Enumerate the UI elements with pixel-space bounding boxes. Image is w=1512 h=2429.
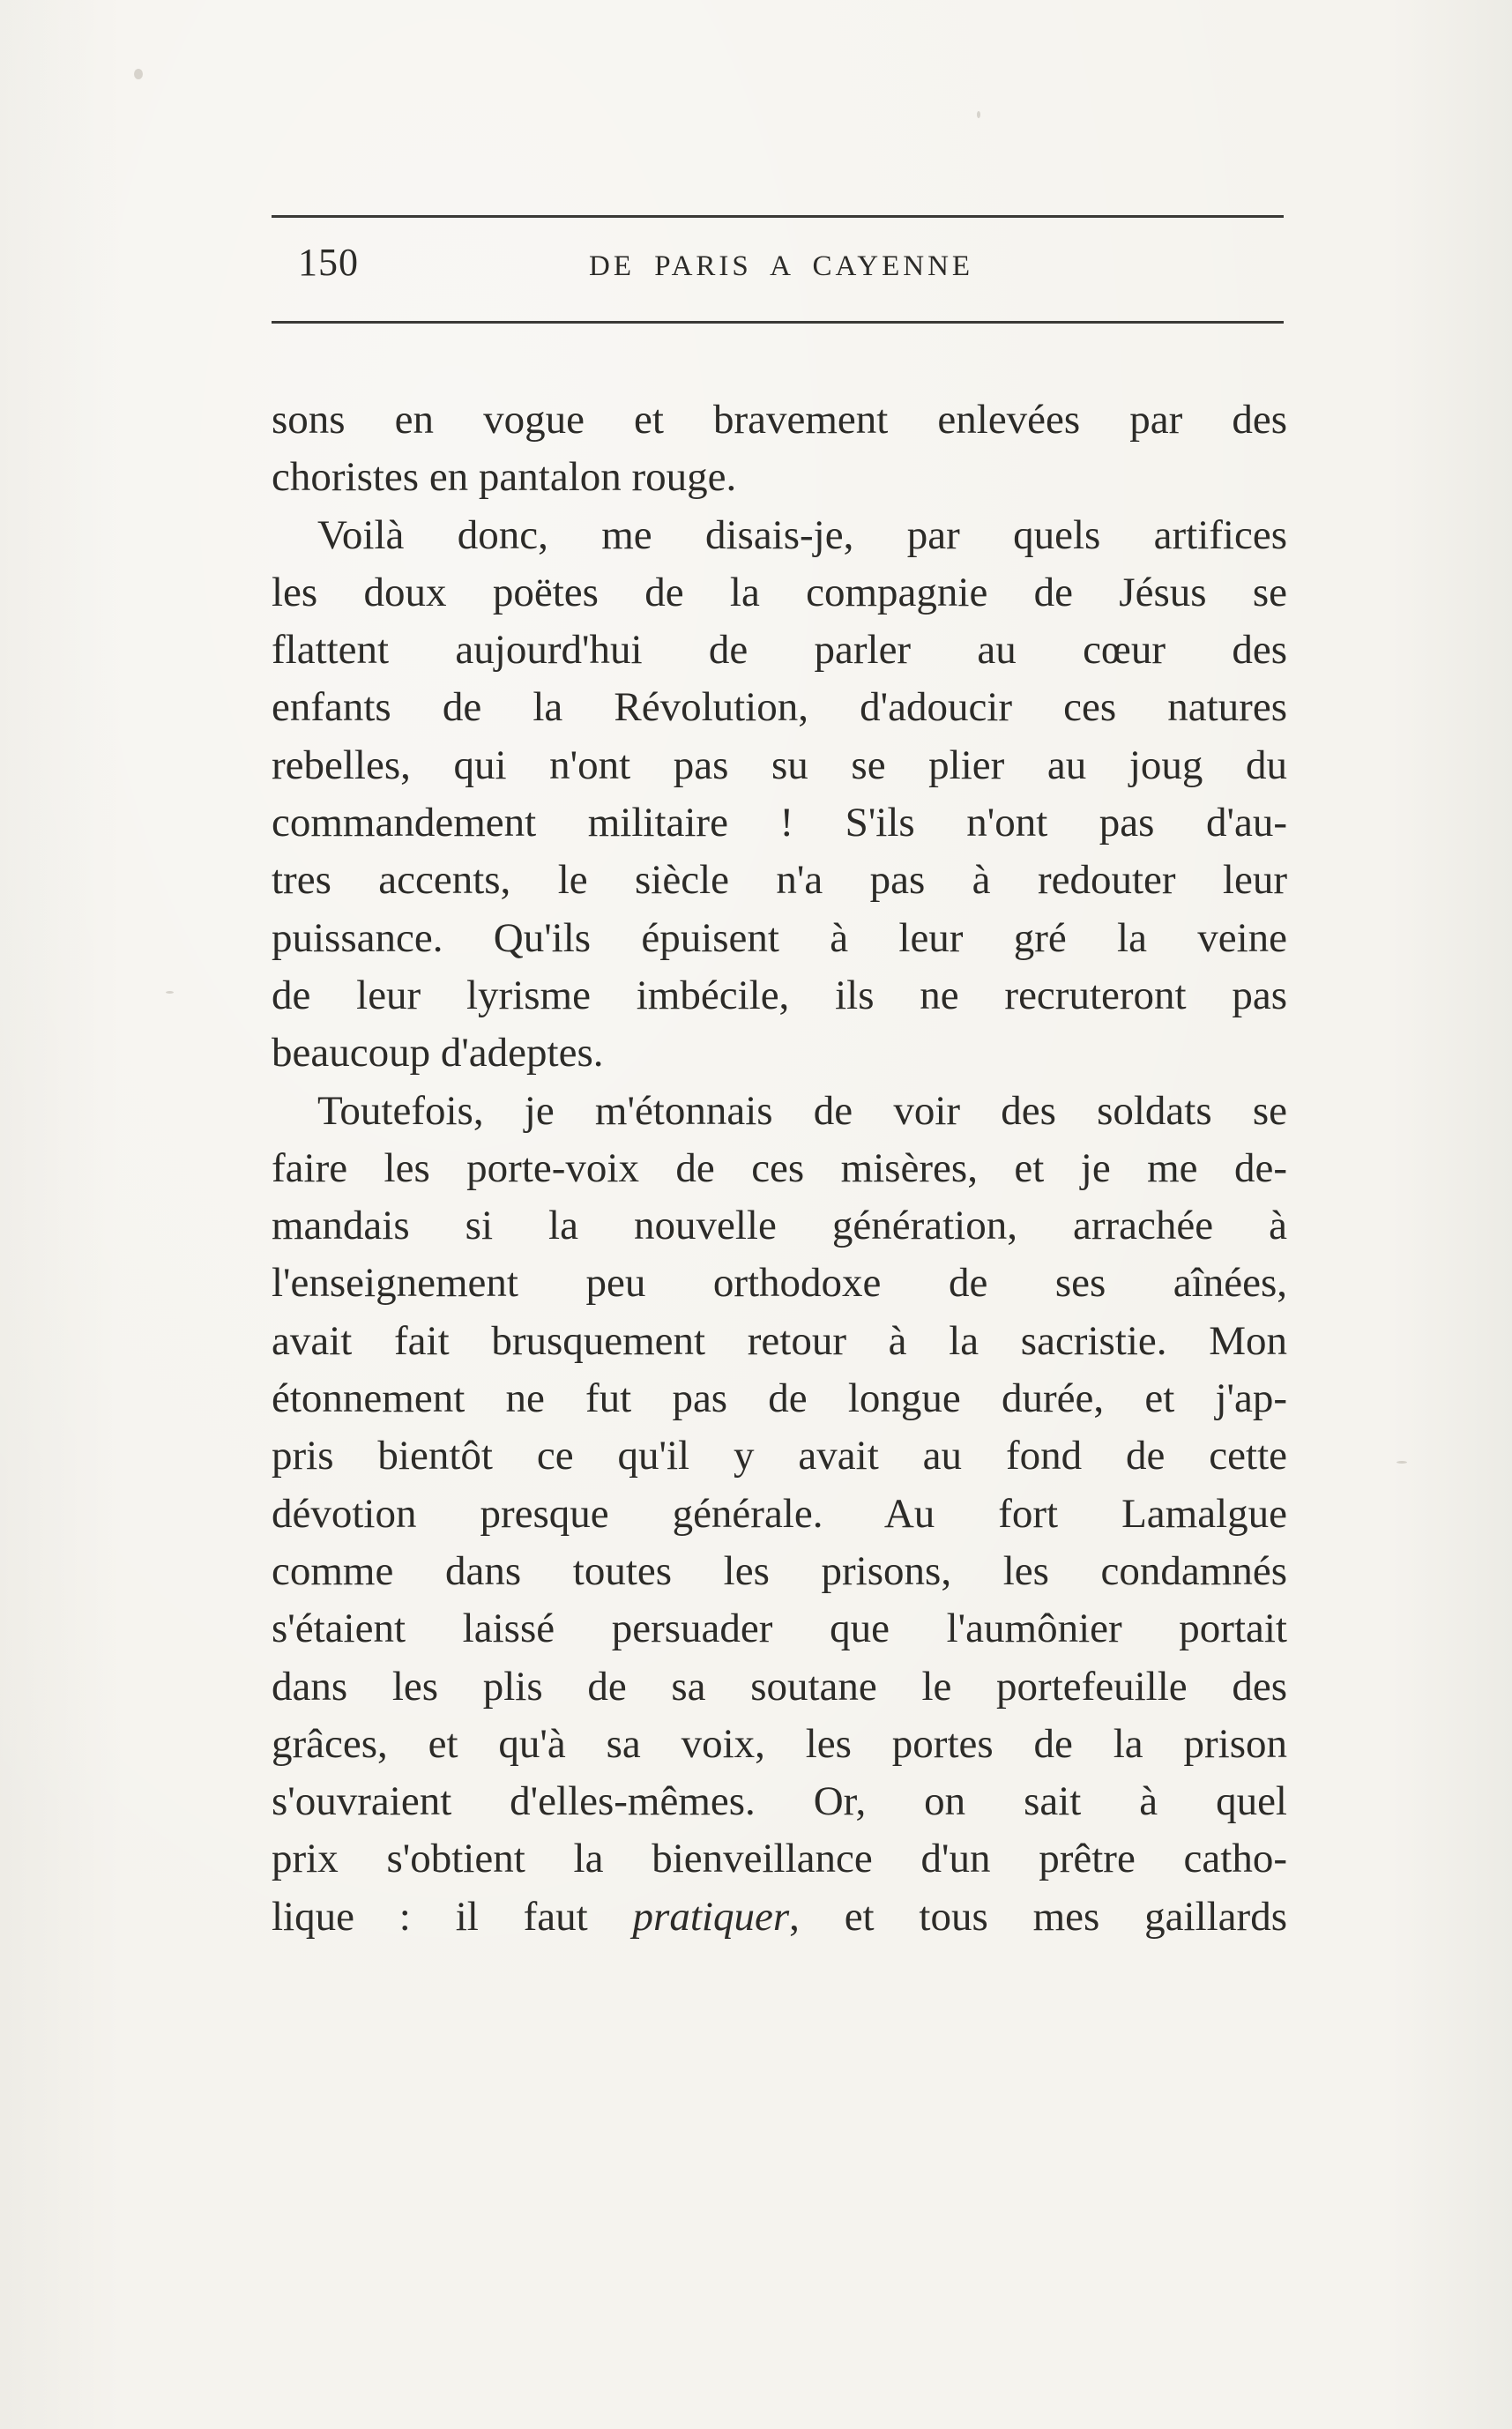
- final-line-start: lique : il faut: [272, 1893, 633, 1940]
- page-number: 150: [298, 241, 359, 284]
- header-top-rule: [272, 215, 1284, 218]
- text-line: étonnement ne fut pas de longue durée, et j'ap-: [272, 1375, 1287, 1422]
- header-bottom-rule: [272, 321, 1284, 324]
- italic-word: pratiquer: [632, 1893, 790, 1940]
- paper-speck: [166, 991, 174, 994]
- text-line: Toutefois, je m'étonnais de voir des soldats se: [317, 1087, 1287, 1134]
- text-line: faire les porte-voix de ces misères, et je me de-: [272, 1144, 1287, 1191]
- text-line: sons en vogue et bravement enlevées par des: [272, 397, 1287, 443]
- text-line: rebelles, qui n'ont pas su se plier au joug du: [272, 741, 1287, 788]
- text-line: puissance. Qu'ils épuisent à leur gré la veine: [272, 914, 1287, 961]
- text-line: les doux poëtes de la compagnie de Jésus se: [272, 569, 1287, 615]
- text-line: enfants de la Révolution, d'adoucir ces natures: [272, 684, 1287, 731]
- running-head: [272, 236, 1284, 303]
- text-line: mandais si la nouvelle génération, arrachée à: [272, 1203, 1287, 1249]
- text-line-final: [272, 1889, 1287, 1946]
- text-line: pris bientôt ce qu'il y avait au fond de cette: [272, 1433, 1287, 1479]
- text-line: prix s'obtient la bienveillance d'un prêtre catho-: [272, 1836, 1287, 1882]
- paper-speck: [134, 69, 143, 79]
- text-line: tres accents, le siècle n'a pas à redouter leur: [272, 857, 1287, 904]
- paper-speck: [1397, 1461, 1407, 1464]
- text-line: dans les plis de sa soutane le portefeuille des: [272, 1663, 1287, 1710]
- final-line-end: , et tous mes gaillards: [789, 1893, 1287, 1940]
- body-text: [272, 391, 1287, 1946]
- text-line: flattent aujourd'hui de parler au cœur des: [272, 627, 1287, 674]
- text-line: l'enseignement peu orthodoxe de ses aînées,: [272, 1260, 1287, 1307]
- text-line: de leur lyrisme imbécile, ils ne recruteront pas: [272, 972, 1287, 1018]
- text-line: beaucoup d'adeptes.: [272, 1030, 604, 1077]
- paper-speck: [977, 111, 980, 118]
- text-line: Voilà donc, me disais-je, par quels artifices: [317, 511, 1287, 558]
- text-line: grâces, et qu'à sa voix, les portes de la prison: [272, 1720, 1287, 1767]
- text-line: choristes en pantalon rouge.: [272, 454, 737, 501]
- text-line: avait fait brusquement retour à la sacristie. Mon: [272, 1317, 1287, 1364]
- text-line: commandement militaire ! S'ils n'ont pas d'au-: [272, 800, 1287, 846]
- text-line: s'étaient laissé persuader que l'aumônier portait: [272, 1606, 1287, 1652]
- text-line: s'ouvraient d'elles-mêmes. Or, on sait à quel: [272, 1778, 1287, 1825]
- text-line: comme dans toutes les prisons, les condamnés: [272, 1547, 1287, 1594]
- text-line: dévotion presque générale. Au fort Lamalgue: [272, 1490, 1287, 1537]
- running-title: DE PARIS A CAYENNE: [589, 250, 974, 282]
